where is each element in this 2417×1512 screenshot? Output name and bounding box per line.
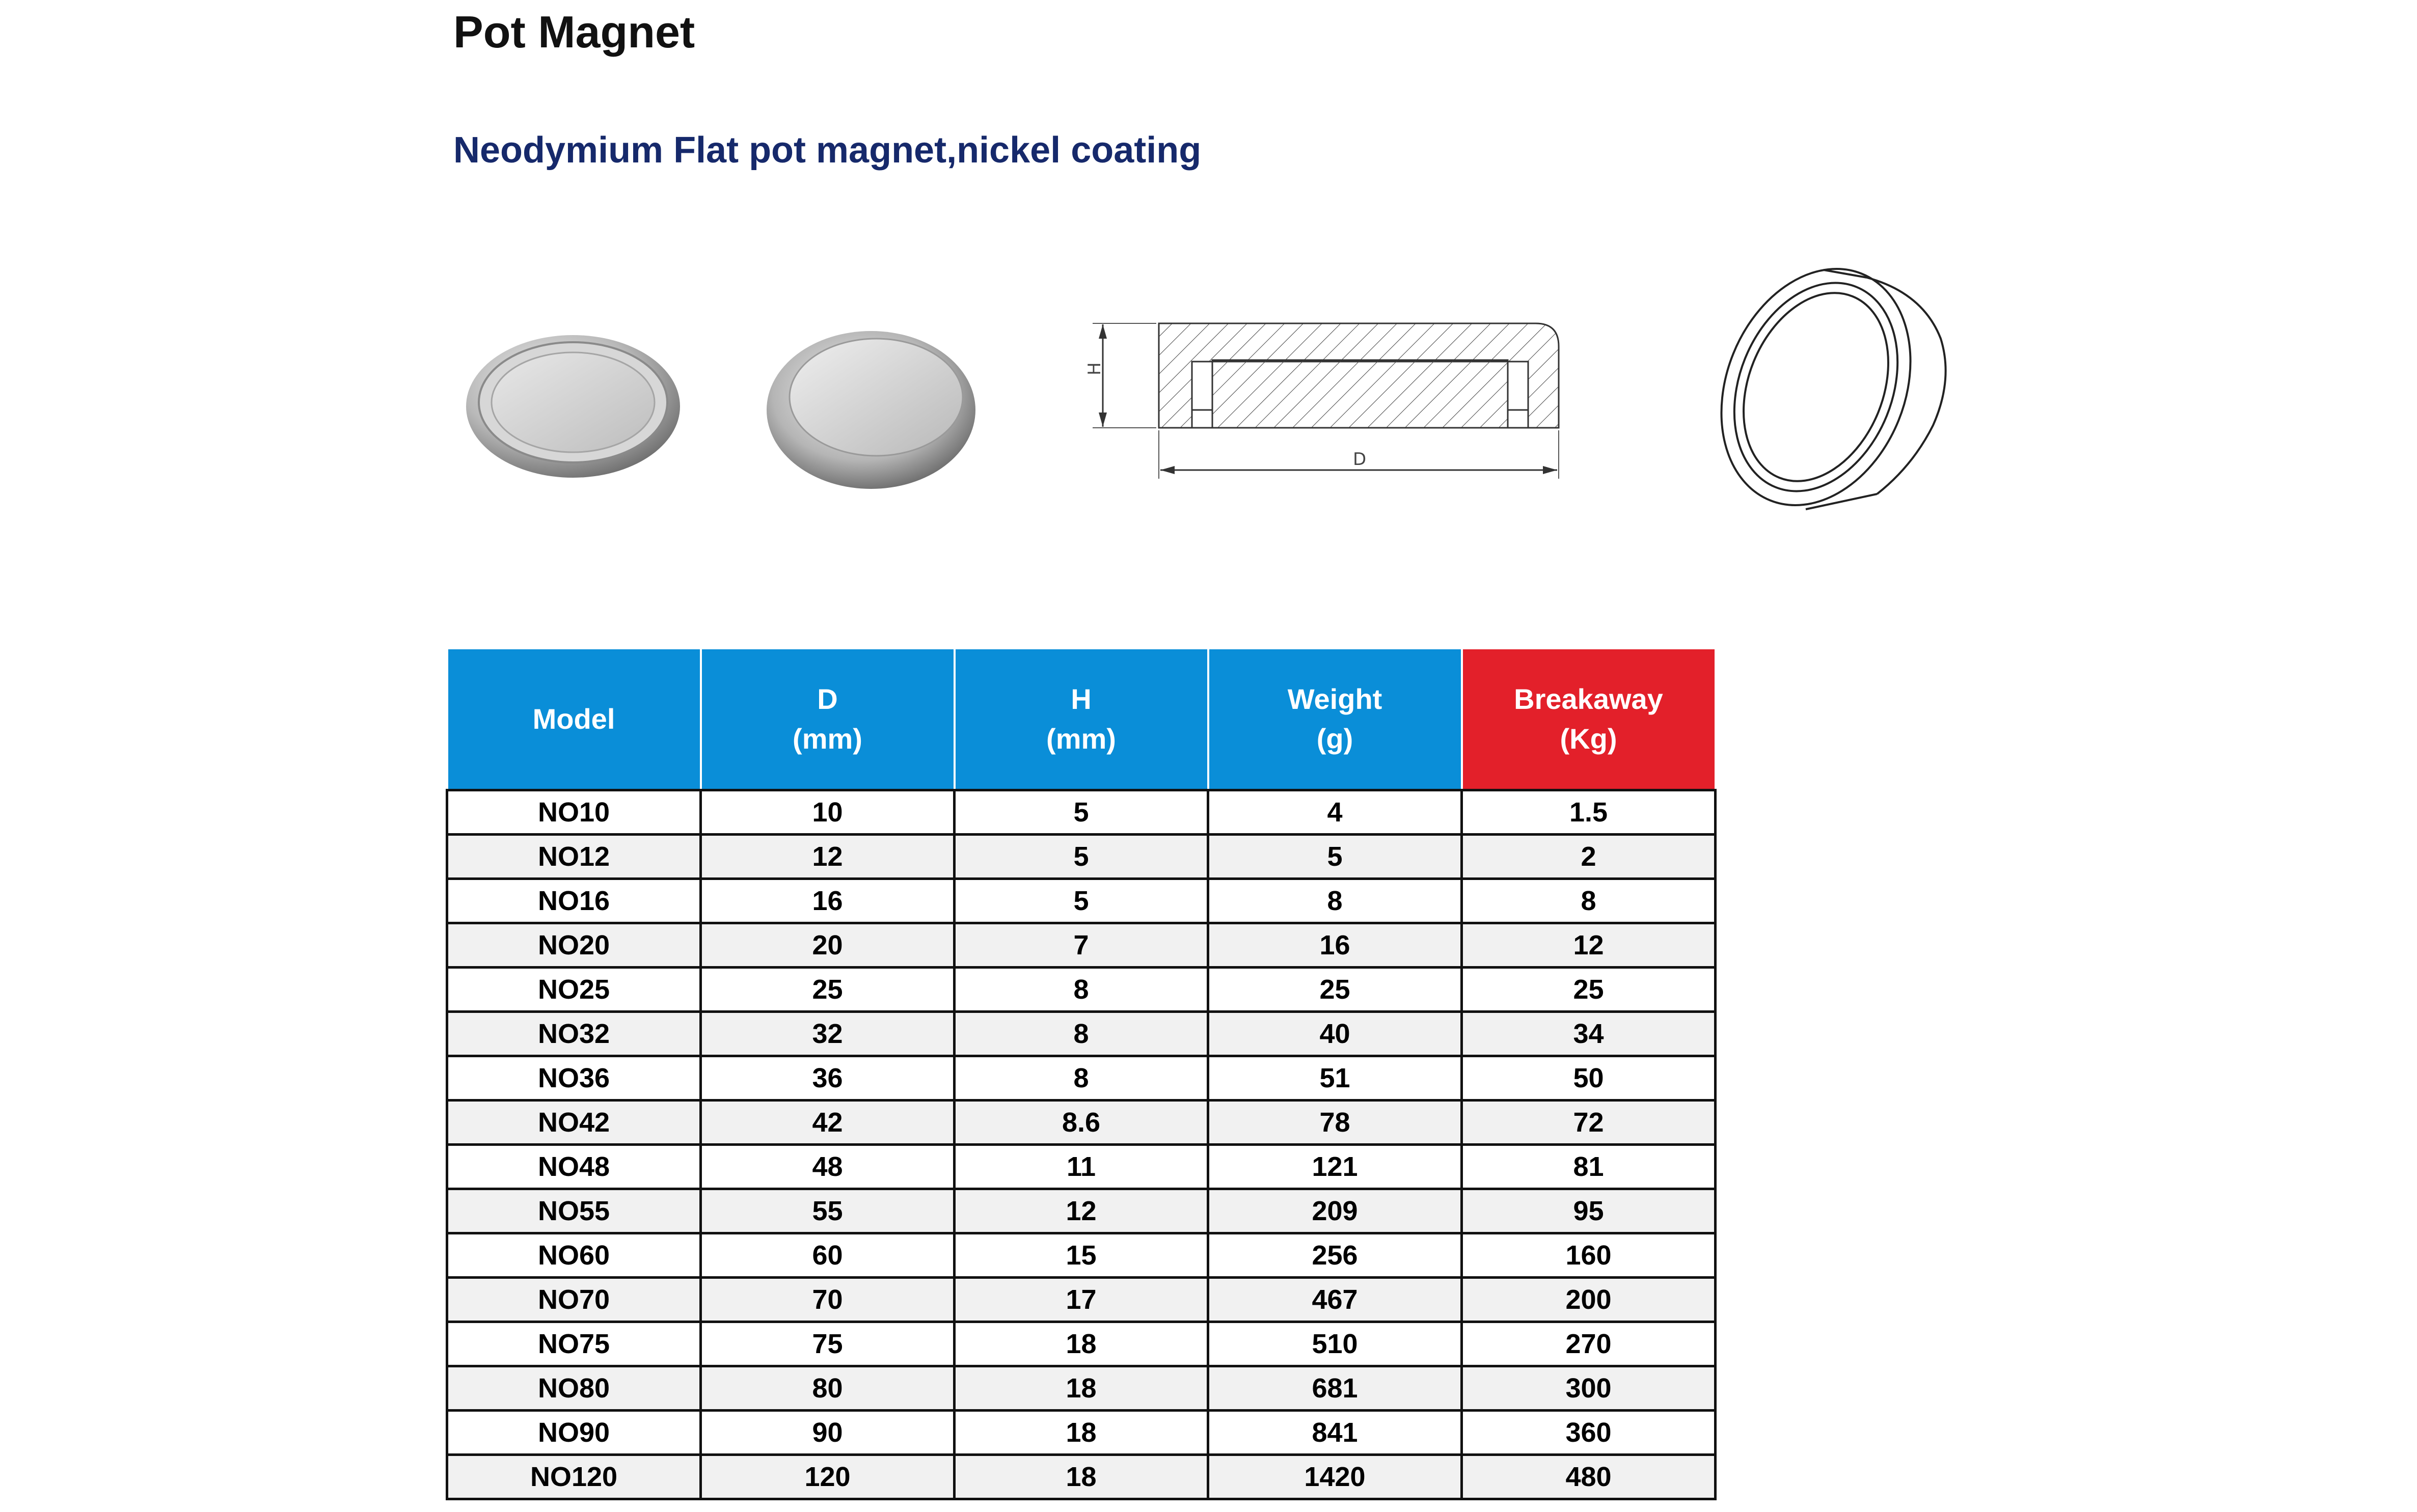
cell-model: NO48 xyxy=(447,1145,701,1189)
cell-model: NO42 xyxy=(447,1101,701,1145)
table-row xyxy=(447,1322,1716,1366)
header-diameter: D (mm) xyxy=(701,649,955,790)
cell-breakaway: 81 xyxy=(1462,1145,1716,1189)
cell-breakaway: 480 xyxy=(1462,1455,1716,1499)
cell-model: NO10 xyxy=(447,790,701,835)
cell-model: NO20 xyxy=(447,923,701,968)
cell-weight: 1420 xyxy=(1208,1455,1462,1499)
cell-height: 8.6 xyxy=(955,1101,1208,1145)
cell-model: NO80 xyxy=(447,1366,701,1411)
cell-weight: 121 xyxy=(1208,1145,1462,1189)
cell-diameter: 42 xyxy=(701,1101,955,1145)
cell-weight: 467 xyxy=(1208,1278,1462,1322)
table-row xyxy=(447,1145,1716,1189)
cell-breakaway: 270 xyxy=(1462,1322,1716,1366)
cell-height: 5 xyxy=(955,790,1208,835)
cell-height: 17 xyxy=(955,1278,1208,1322)
cell-height: 8 xyxy=(955,968,1208,1012)
cell-height: 8 xyxy=(955,1056,1208,1101)
cell-breakaway: 72 xyxy=(1462,1101,1716,1145)
table-row xyxy=(447,923,1716,968)
cell-height: 11 xyxy=(955,1145,1208,1189)
table-row xyxy=(447,790,1716,835)
table-row xyxy=(447,879,1716,923)
table-row xyxy=(447,1012,1716,1056)
cell-weight: 681 xyxy=(1208,1366,1462,1411)
cell-height: 15 xyxy=(955,1233,1208,1278)
cell-weight: 256 xyxy=(1208,1233,1462,1278)
cell-diameter: 55 xyxy=(701,1189,955,1233)
cell-breakaway: 25 xyxy=(1462,968,1716,1012)
magnet-angle-photo xyxy=(762,321,981,491)
cell-breakaway: 300 xyxy=(1462,1366,1716,1411)
cell-diameter: 48 xyxy=(701,1145,955,1189)
dimension-d-label: D xyxy=(1353,449,1367,470)
cell-breakaway: 200 xyxy=(1462,1278,1716,1322)
cell-weight: 51 xyxy=(1208,1056,1462,1101)
dimension-h-label: H xyxy=(1084,362,1105,375)
table-row xyxy=(447,1366,1716,1411)
header-breakaway: Breakaway (Kg) xyxy=(1462,649,1716,790)
cell-weight: 4 xyxy=(1208,790,1462,835)
cell-diameter: 25 xyxy=(701,968,955,1012)
cell-weight: 78 xyxy=(1208,1101,1462,1145)
cell-weight: 16 xyxy=(1208,923,1462,968)
table-row xyxy=(447,835,1716,879)
cell-model: NO55 xyxy=(447,1189,701,1233)
cell-model: NO90 xyxy=(447,1411,701,1455)
cell-diameter: 120 xyxy=(701,1455,955,1499)
specification-table xyxy=(446,649,1717,1500)
cell-weight: 209 xyxy=(1208,1189,1462,1233)
table-row xyxy=(447,1278,1716,1322)
cell-breakaway: 1.5 xyxy=(1462,790,1716,835)
cell-diameter: 36 xyxy=(701,1056,955,1101)
cell-weight: 40 xyxy=(1208,1012,1462,1056)
cell-breakaway: 34 xyxy=(1462,1012,1716,1056)
cell-height: 5 xyxy=(955,879,1208,923)
magnet-top-photo xyxy=(464,331,683,479)
table-row xyxy=(447,1455,1716,1499)
cell-diameter: 20 xyxy=(701,923,955,968)
cell-diameter: 12 xyxy=(701,835,955,879)
cell-weight: 5 xyxy=(1208,835,1462,879)
cell-model: NO16 xyxy=(447,879,701,923)
cell-model: NO75 xyxy=(447,1322,701,1366)
cell-model: NO25 xyxy=(447,968,701,1012)
cell-diameter: 80 xyxy=(701,1366,955,1411)
cell-breakaway: 2 xyxy=(1462,835,1716,879)
cell-height: 7 xyxy=(955,923,1208,968)
cell-breakaway: 8 xyxy=(1462,879,1716,923)
table-row xyxy=(447,1101,1716,1145)
page-title: Pot Magnet xyxy=(453,7,695,57)
cell-diameter: 10 xyxy=(701,790,955,835)
cell-diameter: 60 xyxy=(701,1233,955,1278)
cell-model: NO60 xyxy=(447,1233,701,1278)
header-height: H (mm) xyxy=(955,649,1208,790)
cell-height: 8 xyxy=(955,1012,1208,1056)
cell-weight: 510 xyxy=(1208,1322,1462,1366)
cell-height: 5 xyxy=(955,835,1208,879)
cell-diameter: 16 xyxy=(701,879,955,923)
cell-height: 18 xyxy=(955,1411,1208,1455)
cell-weight: 8 xyxy=(1208,879,1462,923)
table-header-row xyxy=(447,649,1716,790)
cell-diameter: 90 xyxy=(701,1411,955,1455)
cell-model: NO32 xyxy=(447,1012,701,1056)
cell-model: NO70 xyxy=(447,1278,701,1322)
table-row xyxy=(447,1056,1716,1101)
cell-model: NO36 xyxy=(447,1056,701,1101)
table-row xyxy=(447,968,1716,1012)
cell-model: NO12 xyxy=(447,835,701,879)
cell-weight: 841 xyxy=(1208,1411,1462,1455)
cell-height: 12 xyxy=(955,1189,1208,1233)
cell-diameter: 32 xyxy=(701,1012,955,1056)
cell-height: 18 xyxy=(955,1455,1208,1499)
cell-model: NO120 xyxy=(447,1455,701,1499)
cell-weight: 25 xyxy=(1208,968,1462,1012)
cell-breakaway: 95 xyxy=(1462,1189,1716,1233)
cell-height: 18 xyxy=(955,1322,1208,1366)
cell-breakaway: 160 xyxy=(1462,1233,1716,1278)
cell-height: 18 xyxy=(955,1366,1208,1411)
cell-diameter: 75 xyxy=(701,1322,955,1366)
product-subtitle: Neodymium Flat pot magnet,nickel coating xyxy=(453,130,1202,171)
cell-breakaway: 12 xyxy=(1462,923,1716,968)
cell-breakaway: 360 xyxy=(1462,1411,1716,1455)
table-row xyxy=(447,1189,1716,1233)
header-weight: Weight (g) xyxy=(1208,649,1462,790)
cell-breakaway: 50 xyxy=(1462,1056,1716,1101)
cell-diameter: 70 xyxy=(701,1278,955,1322)
cross-section-drawing xyxy=(1080,303,1610,494)
table-row xyxy=(447,1233,1716,1278)
header-model: Model xyxy=(447,649,701,790)
magnet-3d-sketch xyxy=(1709,262,1964,527)
table-row xyxy=(447,1411,1716,1455)
